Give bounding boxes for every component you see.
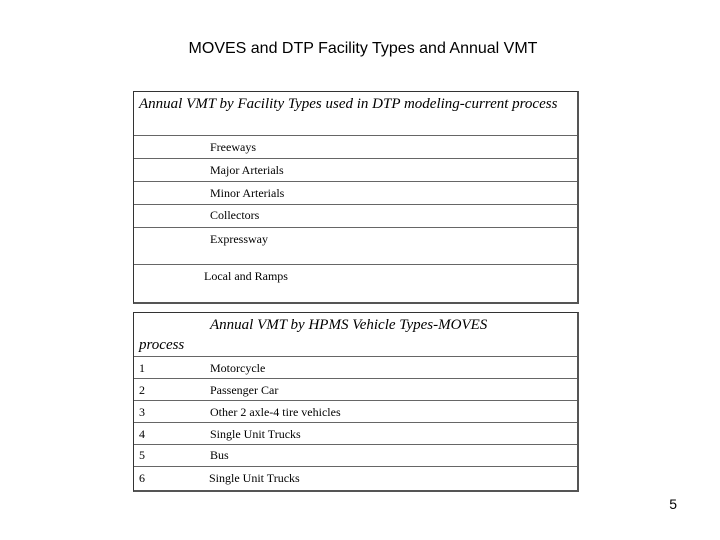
table-row	[134, 467, 577, 488]
row-number: 5	[139, 448, 145, 462]
facility-type-cell: Expressway	[210, 232, 268, 246]
vehicle-type-cell: Bus	[210, 448, 229, 462]
facility-types-table	[133, 91, 579, 304]
slide-title: MOVES and DTP Facility Types and Annual VMT	[188, 40, 538, 57]
vehicle-type-cell: Single Unit Trucks	[210, 427, 301, 441]
facility-table-header: Annual VMT by Facility Types used in DTP modeling-current process	[139, 96, 558, 112]
table-row	[134, 205, 577, 228]
table-header-row	[134, 313, 577, 357]
table-row	[134, 182, 577, 205]
facility-type-cell: Freeways	[210, 140, 256, 154]
row-number: 3	[139, 405, 145, 419]
table-row	[134, 445, 577, 467]
vehicle-type-cell: Passenger Car	[210, 383, 279, 397]
facility-type-cell: Major Arterials	[210, 163, 284, 177]
vehicle-type-cell: Other 2 axle-4 tire vehicles	[210, 405, 341, 419]
row-number: 2	[139, 383, 145, 397]
table-header-row	[134, 92, 577, 136]
table-row	[134, 401, 577, 423]
vehicle-type-cell: Motorcycle	[210, 361, 266, 375]
facility-type-cell: Local and Ramps	[204, 269, 288, 283]
facility-type-cell: Minor Arterials	[210, 186, 285, 200]
page-number: 5	[669, 496, 677, 512]
table-row	[134, 357, 577, 379]
vehicle-type-cell: Single Unit Trucks	[209, 471, 300, 485]
facility-type-cell: Collectors	[210, 208, 260, 222]
table-row	[134, 136, 577, 159]
table-row	[134, 423, 577, 445]
table-row	[134, 379, 577, 401]
table-row	[134, 265, 577, 300]
vehicle-table-header: Annual VMT by HPMS Vehicle Types-MOVES	[210, 317, 488, 333]
vehicle-types-table	[133, 312, 579, 492]
row-number: 4	[139, 427, 145, 441]
row-number: 1	[139, 361, 145, 375]
row-number: 6	[139, 471, 145, 485]
table-row	[134, 228, 577, 265]
vehicle-table-header-continued: process	[139, 337, 185, 353]
table-row	[134, 159, 577, 182]
